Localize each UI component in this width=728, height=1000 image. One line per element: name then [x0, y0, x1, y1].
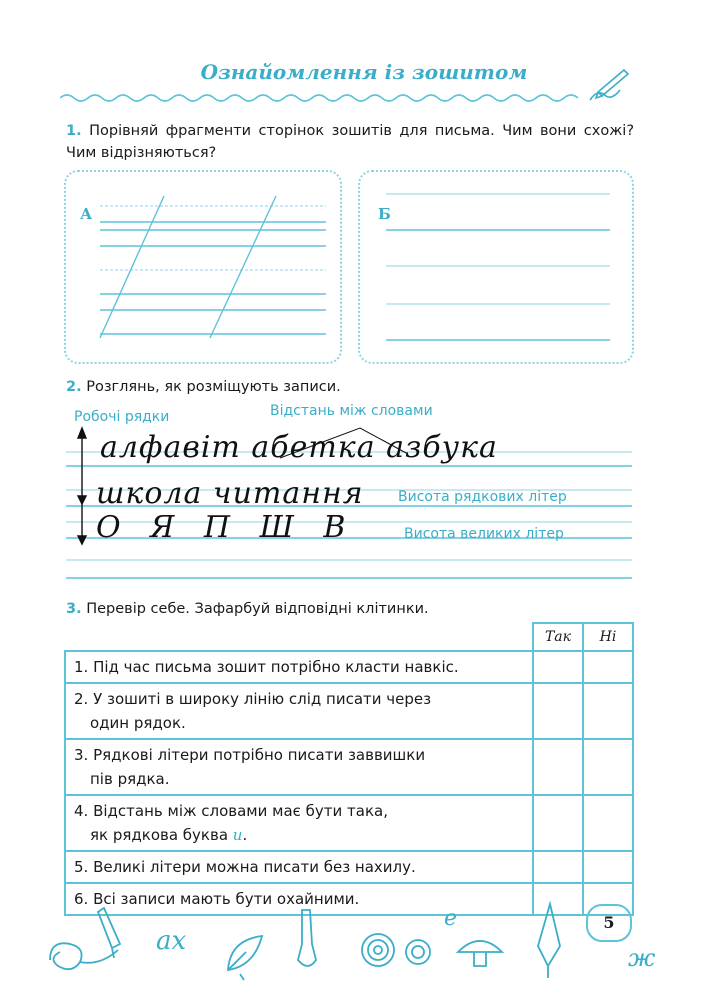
answer-cell-no[interactable] — [583, 683, 633, 739]
task1-question: Порівняй фрагменти сторінок зошитів для письма. Чим вони схожі? Чим відрізняються? — [66, 123, 635, 161]
table-row — [65, 795, 633, 851]
panel-a-label: А — [80, 205, 93, 223]
answer-cell-yes[interactable] — [533, 651, 583, 683]
decor-letter-zh: ж — [628, 944, 656, 972]
script-line-3: О Я П Ш В — [96, 510, 356, 545]
script-line-2: школа читання — [96, 476, 364, 511]
col-yes-header: Так — [533, 623, 583, 651]
answer-cell-yes[interactable] — [533, 739, 583, 795]
answer-cell-no[interactable] — [583, 851, 633, 883]
label-word-spacing: Відстань між словами — [270, 403, 433, 419]
brush-icon — [298, 910, 316, 966]
pencil-writing-icon — [584, 66, 632, 106]
task1-number: 1. — [66, 123, 82, 139]
answer-cell-yes[interactable] — [533, 851, 583, 883]
leaf-icon — [228, 936, 262, 980]
answer-cell-yes[interactable] — [533, 683, 583, 739]
table-row — [65, 851, 633, 883]
table-row — [65, 651, 633, 683]
statement-4: 4. Відстань між словами має бути така, як рядкова буква и. — [65, 795, 533, 851]
task3-number: 3. — [66, 601, 82, 617]
statement-2: 2. У зошиті в широку лінію слід писати через один рядок. — [65, 683, 533, 739]
table-header-row — [65, 623, 633, 651]
answer-cell-no[interactable] — [583, 795, 633, 851]
label-lowercase-height: Висота рядкових літер — [398, 489, 567, 505]
script-line-1: алфавіт абетка азбука — [100, 430, 498, 465]
task3-text — [66, 598, 429, 620]
task1-text — [66, 120, 634, 164]
statement-1: 1. Під час письма зошит потрібно класти навкіс. — [65, 651, 533, 683]
table-row — [65, 739, 633, 795]
answer-cell-no[interactable] — [583, 739, 633, 795]
answer-cell-no[interactable] — [583, 651, 633, 683]
statement-6: 6. Всі записи мають бути охайними. — [65, 883, 533, 915]
title-wave-underline — [60, 86, 640, 106]
footer-decorations — [40, 900, 600, 990]
mushroom-icon — [458, 941, 502, 966]
statement-5: 5. Великі літери можна писати без нахилу. — [65, 851, 533, 883]
panel-b-lines — [358, 170, 634, 364]
task2-number: 2. — [66, 379, 82, 395]
snail-icon — [406, 940, 430, 964]
panel-a-lines — [64, 170, 342, 364]
decor-letter-e: е — [444, 906, 458, 931]
task3-instruction: Перевір себе. Зафарбуй відповідні клітинки. — [86, 601, 429, 617]
quill-pen-icon — [538, 904, 560, 978]
col-no-header: Ні — [583, 623, 633, 651]
page-title: Ознайомлення із зошитом — [200, 60, 528, 84]
spiral-scribble-icon — [50, 943, 118, 969]
table-row — [65, 683, 633, 739]
task2-instruction: Розглянь, як розміщують записи. — [86, 379, 341, 395]
label-working-rows: Робочі рядки — [74, 409, 170, 425]
panel-b-label: Б — [378, 205, 391, 223]
check-table — [64, 622, 634, 916]
task2-text — [66, 376, 341, 398]
decor-letters-1: ах — [156, 926, 187, 956]
answer-cell-yes[interactable] — [533, 795, 583, 851]
page-number: 5 — [586, 904, 632, 942]
spiral-icon — [362, 934, 394, 966]
statement-3: 3. Рядкові літери потрібно писати заввишки пів рядка. — [65, 739, 533, 795]
label-uppercase-height: Висота великих літер — [404, 526, 564, 542]
